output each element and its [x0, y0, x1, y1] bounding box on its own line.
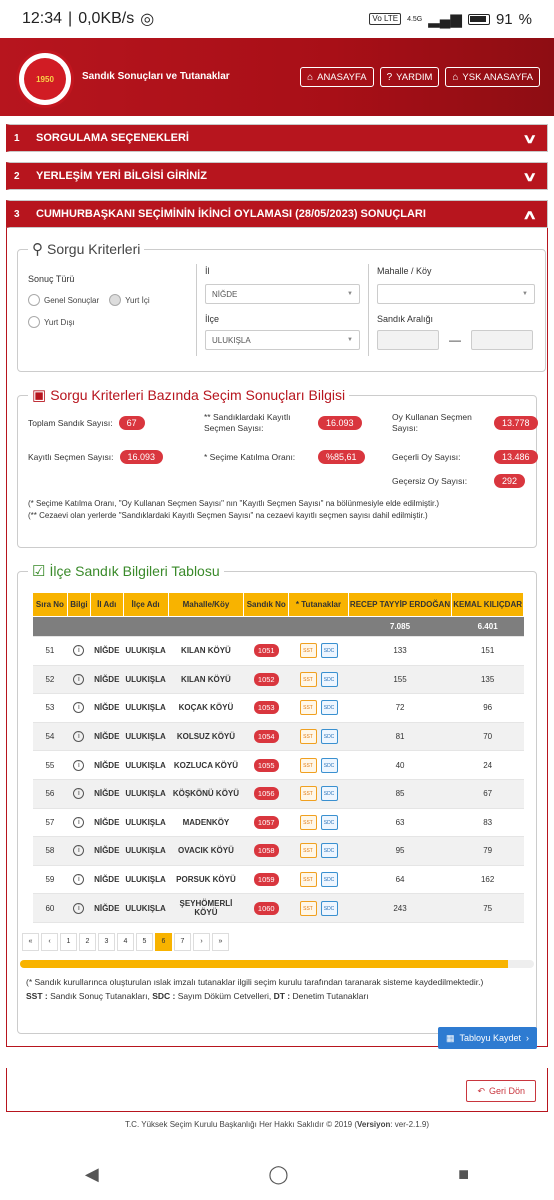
note-prison: (** Cezaevi olan yerlerde "Sandıklardaki Kayıtlı Seçmen Sayısı" na cezaevi kayıtlı seçmen sayısı dahil edilmiştir.) — [28, 511, 428, 520]
cell-il: NİĞDE — [90, 722, 123, 751]
help-button[interactable]: ? YARDIM — [380, 67, 440, 87]
page-link[interactable]: 5 — [136, 933, 153, 951]
cell-ilce: ULUKIŞLA — [123, 694, 168, 723]
back-button[interactable]: ↶ Geri Dön — [466, 1080, 536, 1102]
radio-general[interactable]: Genel Sonuçlar — [28, 294, 99, 306]
cell-il: NİĞDE — [90, 808, 123, 837]
sst-file-icon[interactable]: SST — [300, 786, 317, 801]
sst-file-icon[interactable]: SST — [300, 815, 317, 830]
col-mahalle[interactable]: Mahalle/Köy — [168, 593, 244, 617]
table-row — [33, 722, 524, 751]
cell-erdogan: 81 — [348, 722, 452, 751]
sst-file-icon[interactable]: SST — [300, 729, 317, 744]
table-row — [33, 894, 524, 923]
cell-sandik: 1052 — [254, 673, 279, 686]
turnout-value: %85,61 — [318, 450, 365, 464]
col-il[interactable]: İl Adı — [90, 593, 123, 617]
cell-mahalle: KÖŞKÖNÜ KÖYÜ — [168, 779, 244, 808]
sdc-file-icon[interactable]: SDC — [321, 672, 338, 687]
cell-il: NİĞDE — [90, 894, 123, 923]
box-table-section: ☑ İlçe Sandık Bilgileri Tablosu Sıra No Bilgi İl Adı İlçe Adı Mahalle/Köy Sandık No * Tutanaklar RECEP TAYYİP ERDOĞAN KEMAL KILIÇDAR 7.085 6.401 51 i NİĞDE ULUKIŞLA KILAN KÖYÜ 1051 SST SDC 133 151 52 i NİĞDE ULUKIŞLA KILAN KÖYÜ 1052 SST SDC 155 135 53 i NİĞDE ULUKIŞLA KOÇAK KÖYÜ 1053 SST SDC 72 96 54 i NİĞDE ULUKIŞLA KOLSUZ KÖYÜ 1054 SST SDC 81 70 55 i NİĞDE ULUKIŞLA KOZLUCA KÖYÜ 1055 SST SDC 40 24 56 i NİĞDE ULUKIŞLA KÖŞKÖNÜ KÖYÜ 1056 SST SDC 85 67 57 i NİĞDE ULUKIŞLA MADENKÖY 1057 SST SDC 63 83 58 i NİĞDE ULUKIŞLA OVACIK KÖYÜ 1058 SST SDC 95 79 59 i NİĞDE ULUKIŞLA PORSUK KÖYÜ 1059 SST SDC 64 162 60 i NİĞDE ULUKIŞLA ŞEYHÖMERLİ KÖYÜ 1060 SST SDC 243 75 « ‹ 1 2 3 4 5 6 7 › » (* Sandık kurullarınca oluşturulan ıslak imzalı tutanaklar ilgili seçim kurulu tarafından taranarak sisteme kaydedilmektedir.) SST : Sandık Sonuç Tutanakları, SDC : Sayım Döküm Cetvelleri, DT : Denetim Tutanakları — [17, 562, 537, 1034]
cell-erdogan: 133 — [348, 637, 452, 666]
cell-ilce: ULUKIŞLA — [123, 865, 168, 894]
results-panel — [6, 228, 548, 1047]
sst-file-icon[interactable]: SST — [300, 672, 317, 687]
cell-sira: 59 — [33, 865, 68, 894]
cell-mahalle: KILAN KÖYÜ — [168, 665, 244, 694]
sdc-file-icon[interactable]: SDC — [321, 786, 338, 801]
sst-file-icon[interactable]: SST — [300, 901, 317, 916]
cell-erdogan: 72 — [348, 694, 452, 723]
box-voters-value: 16.093 — [318, 416, 362, 430]
cell-ilce: ULUKIŞLA — [123, 894, 168, 923]
chevron-down-icon: ∨ — [522, 169, 538, 184]
sst-file-icon[interactable]: SST — [300, 643, 317, 658]
sst-file-icon[interactable]: SST — [300, 843, 317, 858]
cell-kilicdaroglu: 75 — [452, 894, 524, 923]
cell-kilicdaroglu: 79 — [452, 837, 524, 866]
cell-il: NİĞDE — [90, 837, 123, 866]
box-table — [32, 592, 524, 923]
page-link[interactable]: 1 — [60, 933, 77, 951]
cell-sandik: 1058 — [254, 844, 279, 857]
section-query-options[interactable]: 1 SORGULAMA SEÇENEKLERİ ∨ — [6, 124, 548, 152]
il-select[interactable]: NİĞDE ▼ — [205, 284, 360, 304]
ilce-label: İlçe — [205, 314, 220, 324]
query-criteria — [17, 240, 546, 372]
section-title: YERLEŞİM YERİ BİLGİSİ GİRİNİZ — [36, 170, 207, 182]
section-title: SORGULAMA SEÇENEKLERİ — [36, 132, 189, 144]
info-icon[interactable]: i — [73, 731, 84, 742]
sst-file-icon[interactable]: SST — [300, 700, 317, 715]
info-icon[interactable]: i — [73, 760, 84, 771]
page-link[interactable]: « — [22, 933, 39, 951]
cell-mahalle: PORSUK KÖYÜ — [168, 865, 244, 894]
dropdown-arrow-icon: ▼ — [347, 337, 353, 343]
cell-sandik: 1057 — [254, 816, 279, 829]
range-separator: — — [449, 333, 461, 347]
cell-kilicdaroglu: 96 — [452, 694, 524, 723]
ysk-logo[interactable] — [16, 50, 74, 108]
cell-erdogan: 243 — [348, 894, 452, 923]
page-link[interactable]: 7 — [174, 933, 191, 951]
valid-votes-value: 13.486 — [494, 450, 538, 464]
total-kilicdaroglu: 6.401 — [452, 617, 524, 637]
cell-sira: 60 — [33, 894, 68, 923]
box-icon: ▣ — [32, 387, 47, 404]
cell-mahalle: ŞEYHÖMERLİ KÖYÜ — [168, 894, 244, 923]
table-row — [33, 751, 524, 780]
cell-mahalle: KILAN KÖYÜ — [168, 637, 244, 666]
cell-ilce: ULUKIŞLA — [123, 779, 168, 808]
signal-icon: ▂▄▆ — [428, 11, 462, 28]
whatsapp-icon: ◎ — [140, 11, 155, 28]
site-header — [0, 38, 554, 116]
chevron-right-icon: › — [526, 1033, 529, 1043]
cell-ilce: ULUKIŞLA — [123, 722, 168, 751]
table-legend: İlçe Sandık Bilgileri Tablosu — [49, 563, 220, 579]
info-icon[interactable]: i — [73, 788, 84, 799]
cell-il: NİĞDE — [90, 637, 123, 666]
table-row — [33, 665, 524, 694]
cell-mahalle: MADENKÖY — [168, 808, 244, 837]
page-link[interactable]: 3 — [98, 933, 115, 951]
info-legend: Sorgu Kriterleri Bazında Seçim Sonuçları Bilgisi — [50, 387, 346, 403]
table-row — [33, 837, 524, 866]
volte-icon: Vo LTE — [369, 13, 401, 25]
home-button[interactable]: ⌂ ANASAYFA — [300, 67, 374, 87]
cell-sira: 54 — [33, 722, 68, 751]
chevron-down-icon: ∨ — [522, 131, 538, 146]
mahalle-select[interactable] — [377, 284, 535, 304]
table-row — [33, 865, 524, 894]
building-icon: ⌂ — [452, 71, 459, 83]
sdc-file-icon[interactable]: SDC — [321, 843, 338, 858]
home-nav-icon[interactable]: ◯ — [268, 1163, 289, 1184]
cell-erdogan: 64 — [348, 865, 452, 894]
help-icon: ? — [386, 71, 393, 83]
status-bar: 12:34 | 0,0KB/s ◎ Vo LTE 4.5G ▂▄▆ 91 % — [0, 0, 554, 38]
sdc-file-icon[interactable]: SDC — [321, 901, 338, 916]
sandik-from-input[interactable] — [377, 330, 439, 350]
results-info: ▣ Sorgu Kriterleri Bazında Seçim Sonuçları Bilgisi Toplam Sandık Sayısı: 67 ** Sandıklardaki Kayıtlı Seçmen Sayısı: 16.093 Oy Kullanan Seçmen Sayısı: 13.778 Kayıtlı Seçmen Sayısı: 16.093 * Seçime Katılma Oranı: %85,61 Geçerli Oy Sayısı: 13.486 Geçersiz Oy Sayısı: 292 (* Seçime Katılma Oranı, "Oy Kullanan Seçmen Sayısı" nın "Kayıtlı Seçmen Sayısı" na bölünmesiyle elde edilmiştir.) (** Cezaevi olan yerlerde "Sandıklardaki Kayıtlı Seçmen Sayısı" na cezaevi kayıtlı seçmen sayısı dahil edilmiştir.) — [17, 386, 537, 548]
note-turnout: (* Seçime Katılma Oranı, "Oy Kullanan Seçmen Sayısı" nın "Kayıtlı Seçmen Sayısı" na bölünmesiyle elde edilmiştir.) — [28, 499, 440, 508]
sandik-to-input[interactable] — [471, 330, 533, 350]
recents-nav-icon[interactable]: ■ — [458, 1163, 470, 1184]
cell-sandik: 1056 — [254, 787, 279, 800]
site-title: Sandık Sonuçları ve Tutanaklar — [82, 71, 230, 82]
battery-level: 91 — [495, 10, 513, 28]
radio-domestic[interactable]: Yurt İçi — [109, 294, 149, 306]
cell-ilce: ULUKIŞLA — [123, 751, 168, 780]
cell-mahalle: KOÇAK KÖYÜ — [168, 694, 244, 723]
col-sandik[interactable]: Sandık No — [244, 593, 289, 617]
col-tutanaklar[interactable]: * Tutanaklar — [289, 593, 348, 617]
cell-sandik: 1060 — [254, 902, 279, 915]
ballot-icon: ☑ — [32, 563, 46, 580]
save-table-button[interactable]: ▦ Tabloyu Kaydet › — [438, 1027, 537, 1049]
cell-il: NİĞDE — [90, 694, 123, 723]
pagination — [22, 933, 536, 951]
cell-mahalle: KOLSUZ KÖYÜ — [168, 722, 244, 751]
undo-icon: ↶ — [477, 1085, 485, 1096]
cell-erdogan: 63 — [348, 808, 452, 837]
col-erdogan[interactable]: RECEP TAYYİP ERDOĞAN — [348, 593, 452, 617]
cell-kilicdaroglu: 135 — [452, 665, 524, 694]
excel-icon: ▦ — [445, 1032, 455, 1043]
horizontal-scrollbar[interactable] — [20, 960, 534, 968]
cell-ilce: ULUKIŞLA — [123, 837, 168, 866]
mahalle-label: Mahalle / Köy — [377, 266, 432, 276]
invalid-votes-value: 292 — [494, 474, 525, 488]
info-icon[interactable]: i — [73, 817, 84, 828]
sdc-file-icon[interactable]: SDC — [321, 643, 338, 658]
search-icon: ⚲ — [32, 241, 43, 258]
sdc-file-icon[interactable]: SDC — [321, 872, 338, 887]
cell-sira: 53 — [33, 694, 68, 723]
page-link[interactable]: › — [193, 933, 210, 951]
table-row — [33, 694, 524, 723]
criteria-legend: Sorgu Kriterleri — [47, 241, 141, 257]
sandik-range-label: Sandık Aralığı — [377, 314, 434, 324]
cell-sira: 57 — [33, 808, 68, 837]
cell-ilce: ULUKIŞLA — [123, 665, 168, 694]
cell-sira: 52 — [33, 665, 68, 694]
ysk-home-button[interactable]: ⌂ YSK ANASAYFA — [445, 67, 540, 87]
result-type-label: Sonuç Türü — [28, 274, 75, 284]
cell-il: NİĞDE — [90, 865, 123, 894]
total-erdogan: 7.085 — [348, 617, 452, 637]
cell-sandik: 1054 — [254, 730, 279, 743]
cell-il: NİĞDE — [90, 779, 123, 808]
page-link[interactable]: 4 — [117, 933, 134, 951]
info-icon[interactable]: i — [73, 845, 84, 856]
status-speed: 0,0KB/s — [78, 10, 135, 27]
cell-kilicdaroglu: 151 — [452, 637, 524, 666]
cell-mahalle: OVACIK KÖYÜ — [168, 837, 244, 866]
sdc-file-icon[interactable]: SDC — [321, 700, 338, 715]
network-type: 4.5G — [407, 15, 423, 23]
cell-sandik: 1059 — [254, 873, 279, 886]
info-icon[interactable]: i — [73, 903, 84, 914]
il-label: İl — [205, 266, 210, 276]
cell-ilce: ULUKIŞLA — [123, 808, 168, 837]
footnote-scan: (* Sandık kurullarınca oluşturulan ıslak imzalı tutanaklar ilgili seçim kurulu tarafından taranarak sisteme kaydedilmektedir.) — [26, 976, 484, 987]
copyright: T.C. Yüksek Seçim Kurulu Başkanlığı Her Hakkı Saklıdır © 2019 (Versiyon: ver-2.1.9) — [124, 1120, 430, 1129]
logo-year: 1950 — [24, 58, 66, 100]
col-bilgi[interactable]: Bilgi — [67, 593, 90, 617]
total-boxes-value: 67 — [119, 416, 145, 430]
cell-sandik: 1055 — [254, 759, 279, 772]
sst-file-icon[interactable]: SST — [300, 758, 317, 773]
cell-erdogan: 155 — [348, 665, 452, 694]
col-kilicdaroglu[interactable]: KEMAL KILIÇDAR — [452, 593, 524, 617]
sdc-file-icon[interactable]: SDC — [321, 815, 338, 830]
col-ilce[interactable]: İlçe Adı — [123, 593, 168, 617]
section-title: CUMHURBAŞKANI SEÇİMİNİN İKİNCİ OYLAMASI (28/05/2023) SONUÇLARI — [36, 208, 426, 220]
cell-il: NİĞDE — [90, 665, 123, 694]
cell-il: NİĞDE — [90, 751, 123, 780]
sdc-file-icon[interactable]: SDC — [321, 758, 338, 773]
cell-sira: 51 — [33, 637, 68, 666]
chevron-up-icon: ∧ — [522, 207, 538, 222]
back-nav-icon[interactable]: ◀ — [84, 1163, 99, 1184]
cell-sandik: 1053 — [254, 701, 279, 714]
registered-value: 16.093 — [120, 450, 164, 464]
cell-sira: 55 — [33, 751, 68, 780]
cell-erdogan: 40 — [348, 751, 452, 780]
ilce-select[interactable]: ULUKIŞLA ▼ — [205, 330, 360, 350]
sst-file-icon[interactable]: SST — [300, 872, 317, 887]
page-link[interactable]: » — [212, 933, 229, 951]
cell-kilicdaroglu: 83 — [452, 808, 524, 837]
table-row — [33, 779, 524, 808]
android-nav-bar — [0, 1148, 554, 1200]
status-time: 12:34 — [22, 10, 63, 27]
table-row — [33, 637, 524, 666]
col-sira[interactable]: Sıra No — [33, 593, 68, 617]
info-icon[interactable]: i — [73, 645, 84, 656]
table-row — [33, 808, 524, 837]
dropdown-arrow-icon: ▼ — [347, 291, 353, 297]
cell-erdogan: 95 — [348, 837, 452, 866]
cell-mahalle: KOZLUCA KÖYÜ — [168, 751, 244, 780]
page-link[interactable]: 2 — [79, 933, 96, 951]
section-location[interactable]: 2 YERLEŞİM YERİ BİLGİSİ GİRİNİZ ∨ — [6, 162, 548, 190]
cell-sira: 58 — [33, 837, 68, 866]
battery-icon — [468, 14, 490, 25]
cell-ilce: ULUKIŞLA — [123, 637, 168, 666]
dropdown-arrow-icon: ▼ — [522, 291, 528, 297]
cell-kilicdaroglu: 162 — [452, 865, 524, 894]
page-link[interactable]: ‹ — [41, 933, 58, 951]
page-link[interactable]: 6 — [155, 933, 172, 951]
info-icon[interactable]: i — [73, 674, 84, 685]
cell-kilicdaroglu: 67 — [452, 779, 524, 808]
cell-sira: 56 — [33, 779, 68, 808]
cell-erdogan: 85 — [348, 779, 452, 808]
info-icon[interactable]: i — [73, 702, 84, 713]
cell-kilicdaroglu: 24 — [452, 751, 524, 780]
section-results[interactable]: 3 CUMHURBAŞKANI SEÇİMİNİN İKİNCİ OYLAMASI (28/05/2023) SONUÇLARI ∧ — [6, 200, 548, 228]
voted-value: 13.778 — [494, 416, 538, 430]
cell-kilicdaroglu: 70 — [452, 722, 524, 751]
cell-sandik: 1051 — [254, 644, 279, 657]
radio-abroad[interactable]: Yurt Dışı — [28, 316, 188, 328]
sdc-file-icon[interactable]: SDC — [321, 729, 338, 744]
info-icon[interactable]: i — [73, 874, 84, 885]
home-icon: ⌂ — [307, 71, 314, 83]
